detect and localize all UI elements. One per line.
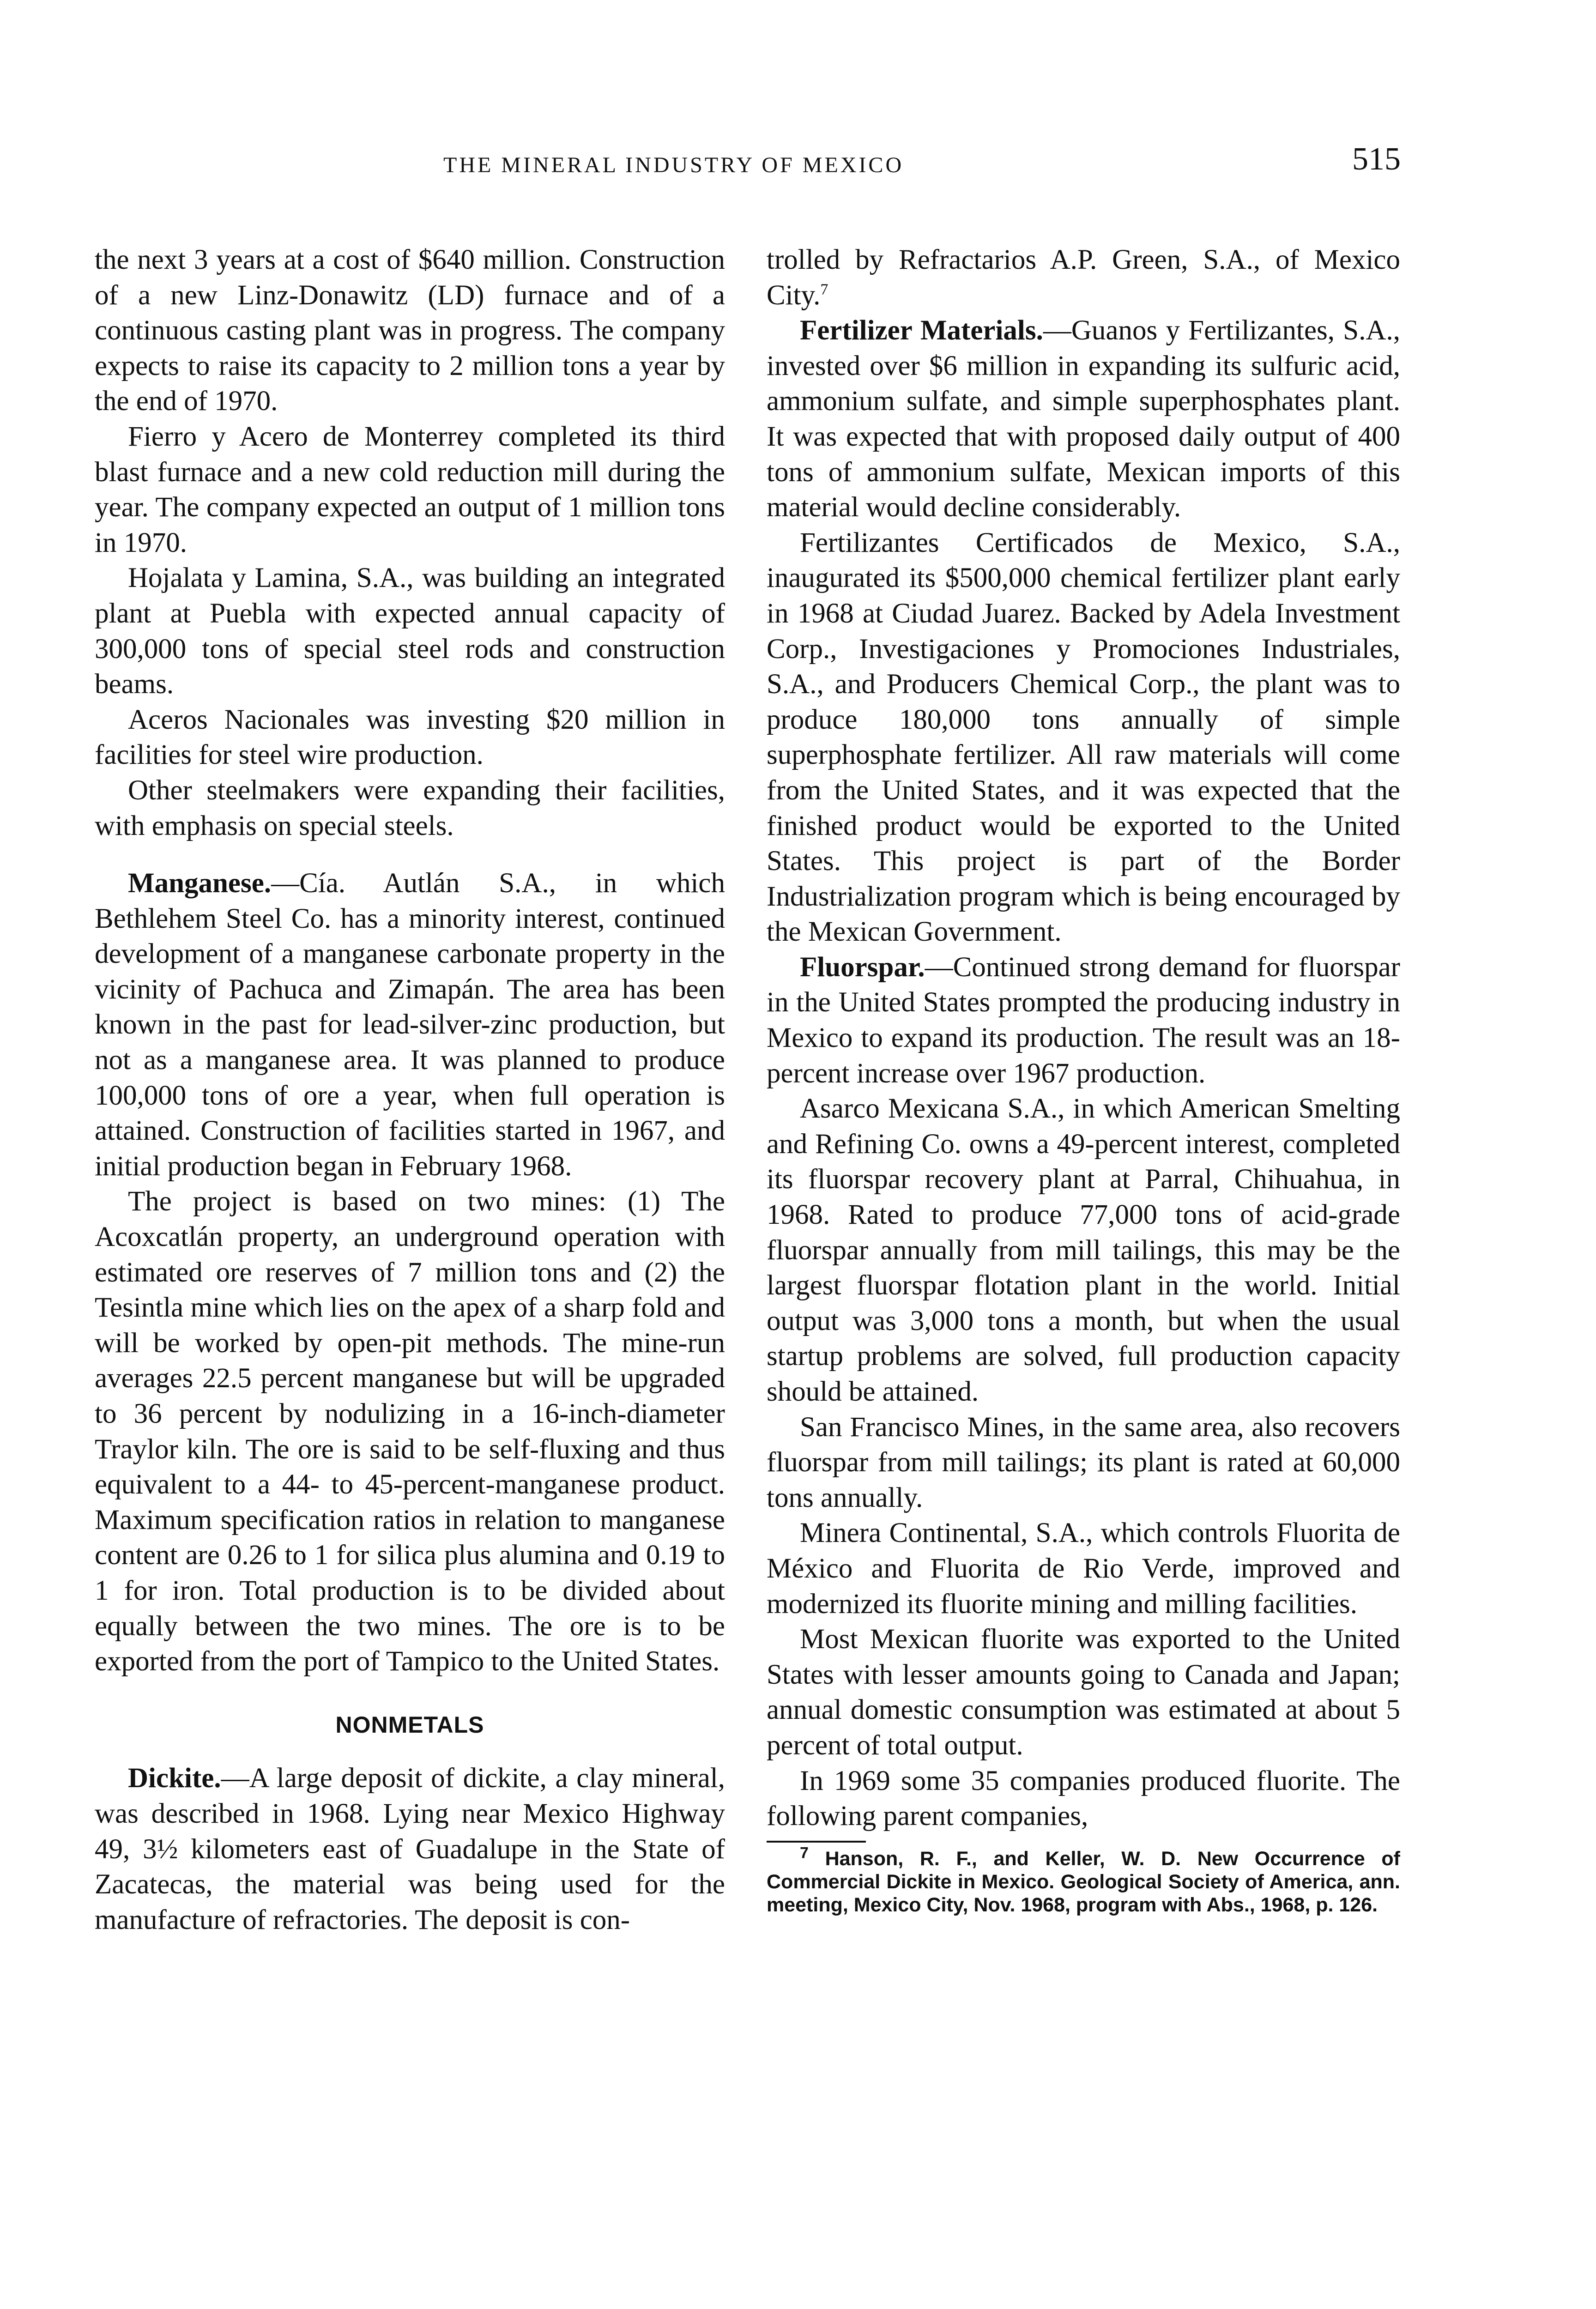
dickite-subhead: Dickite. xyxy=(128,1763,221,1794)
paragraph: The project is based on two mines: (1) The Acoxcatlán property, an underground operation with estimated ore reserves of 7 million tons and (2) the Tesintla mine which lies on the apex of a sharp fold and will be worked by open-pit methods. The mine-run averages 22.5 percent manganese but will be upgraded to 36 percent by nodulizing in a 16-inch-diameter Traylor kiln. The ore is said to be self-fluxing and thus equivalent to a 44- to 45-percent-manganese product. Maximum specification ratios in relation to manganese content are 0.26 to 1 for silica plus alumina and 0.19 to 1 for iron. Total production is to be divided about equally between the two mines. The ore is to be exported from the port of Tampico to the United States. xyxy=(95,1186,725,1677)
footnote xyxy=(767,1844,1400,1916)
paragraph: Aceros Nacionales was investing $20 million in facilities for steel wire production. xyxy=(95,704,725,771)
paragraph: Fierro y Acero de Monterrey completed its third blast furnace and a new cold reduction mill during the year. The company expected an output of 1 million tons in 1970. xyxy=(95,421,725,558)
left-column xyxy=(95,242,725,1938)
paragraph: In 1969 some 35 companies produced fluorite. The following parent companies, xyxy=(767,1765,1400,1832)
paragraph: San Francisco Mines, in the same area, also recovers fluorspar from mill tailings; its plant is rated at 60,000 tons annually. xyxy=(767,1411,1400,1513)
footnote-reference: 7 xyxy=(820,281,828,298)
continued-text: trolled by Refractarios A.P. Green, S.A., of Mexico City. xyxy=(767,244,1400,311)
fertilizer-subhead: Fertilizer Materials. xyxy=(800,315,1043,346)
footnote-marker: 7 xyxy=(800,1844,809,1862)
paragraph: Fertilizantes Certificados de Mexico, S.A., inaugurated its $500,000 chemical fertilizer plant early in 1968 at Ciudad Juarez. Backed by Adela Investment Corp., Investigaciones y Promociones Industriales, S.A., and Producers Chemical Corp., the plant was to produce 180,000 tons annually of simple superphosphate fertilizer. All raw materials will come from the United States, and it was expected that the finished product would be exported to the United States. This project is part of the Border Industrialization program which is being encouraged by the Mexican Government. xyxy=(767,527,1400,948)
right-column xyxy=(767,242,1400,1916)
fluorspar-subhead: Fluorspar. xyxy=(800,951,925,983)
paragraph: Asarco Mexicana S.A., in which American Smelting and Refining Co. owns a 49-percent interest, completed its fluorspar recovery plant at Parral, Chihuahua, in 1968. Rated to produce 77,000 tons of acid-grade fluorspar annually from mill tailings, this may be the largest fluorspar flotation plant in the world. Initial output was 3,000 tons a month, but when the usual startup problems are solved, full production capacity should be attained. xyxy=(767,1093,1400,1407)
manganese-paragraph xyxy=(95,866,725,1184)
manganese-text: —Cía. Autlán S.A., in which Bethlehem Steel Co. has a minority interest, continued development of a manganese carbonate property in the vicinity of Pachuca and Zimapán. The area has been known in the past for lead-silver-zinc production, but not as a manganese area. It was planned to produce 100,000 tons of ore a year, when full operation is attained. Construction of facilities started in 1967, and initial production began in February 1968. xyxy=(95,868,725,1182)
running-title: THE MINERAL INDUSTRY OF MEXICO xyxy=(443,153,904,177)
page-number: 515 xyxy=(1352,141,1401,177)
paragraph: Other steelmakers were expanding their facilities, with emphasis on special steels. xyxy=(95,774,725,841)
paragraph: Minera Continental, S.A., which controls Fluorita de México and Fluorita de Rio Verde, improved and modernized its fluorite mining and milling facilities. xyxy=(767,1517,1400,1620)
dickite-paragraph xyxy=(95,1761,725,1938)
paragraph xyxy=(767,242,1400,313)
paragraph: Hojalata y Lamina, S.A., was building an integrated plant at Puebla with expected annual capacity of 300,000 tons of special steel rods and construction beams. xyxy=(95,562,725,700)
paragraph: the next 3 years at a cost of $640 million. Construction of a new Linz-Donawitz (LD) furnace and of a continuous casting plant was in progress. The company expects to raise its capacity to 2 million tons a year by the end of 1970. xyxy=(95,244,725,417)
fertilizer-paragraph xyxy=(767,313,1400,526)
dickite-text: —A large deposit of dickite, a clay mineral, was described in 1968. Lying near Mexico Highway 49, 3½ kilometers east of Guadalupe in the State of Zacatecas, the material was being used for the manufacture of refractories. The deposit is con- xyxy=(95,1763,725,1935)
footnote-divider xyxy=(767,1841,866,1843)
paragraph: Most Mexican fluorite was exported to the United States with lesser amounts going to Canada and Japan; annual domestic consumption was estimated at about 5 percent of total output. xyxy=(767,1624,1400,1761)
manganese-subhead: Manganese. xyxy=(128,868,272,899)
fluorspar-paragraph xyxy=(767,950,1400,1091)
footnote-text: Hanson, R. F., and Keller, W. D. New Occurrence of Commercial Dickite in Mexico. Geological Society of America, ann. meeting, Mexico City, Nov. 1968, program with Abs., 1968, p. 126. xyxy=(767,1847,1400,1916)
fertilizer-text: —Guanos y Fertilizantes, S.A., invested over $6 million in expanding its sulfuric acid, ammonium sulfate, and simple superphosphates plant. It was expected that with proposed daily output of 400 tons of ammonium sulfate, Mexican imports of this material would decline considerably. xyxy=(767,315,1400,523)
section-heading-nonmetals: NONMETALS xyxy=(335,1711,484,1738)
fluorspar-text: —Continued strong demand for fluorspar in the United States prompted the producing industry in Mexico to expand its production. The result was an 18-percent increase over 1967 production. xyxy=(767,951,1400,1089)
